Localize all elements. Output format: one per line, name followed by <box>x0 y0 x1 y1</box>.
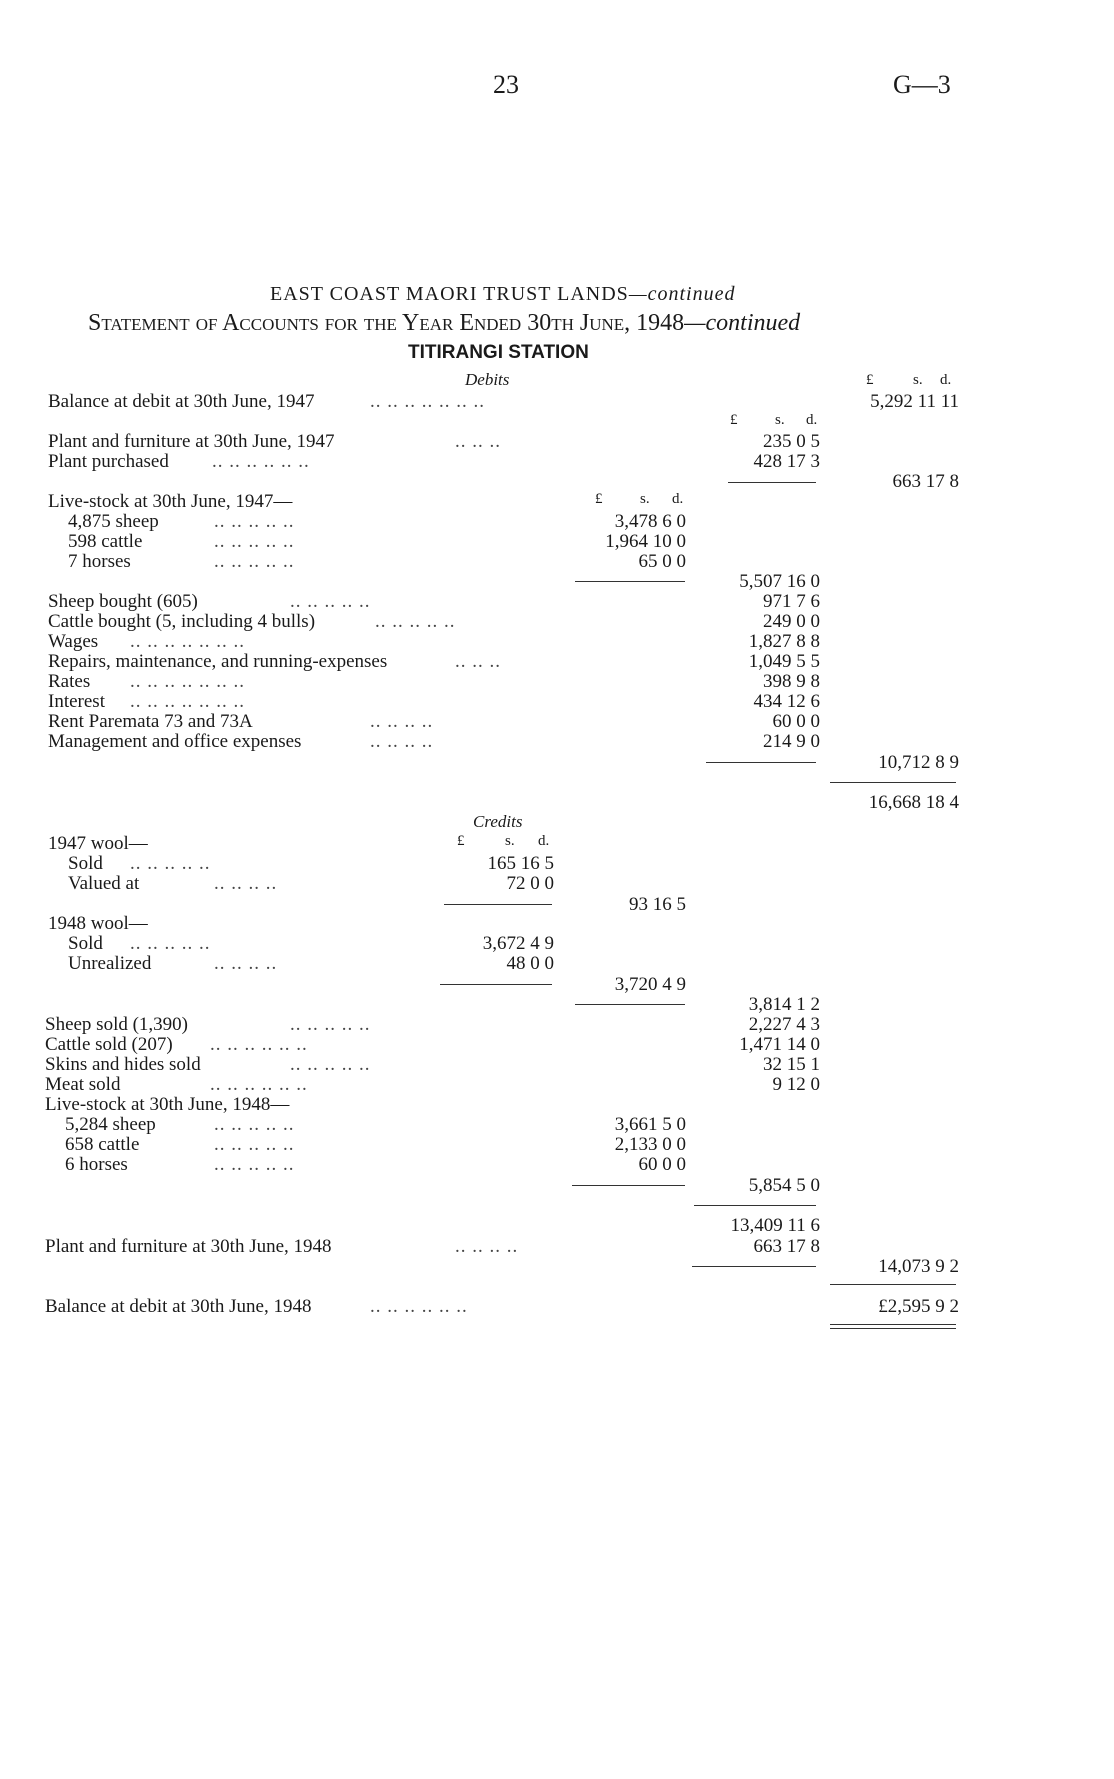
row-amount: 60 0 0 <box>638 1154 686 1175</box>
row-amount: 72 0 0 <box>506 873 554 894</box>
debits-heading: Debits <box>465 370 510 389</box>
title-statement <box>88 310 800 337</box>
row-leader: .. .. .. <box>455 651 501 672</box>
debit-plant-total: 663 17 8 <box>892 471 959 492</box>
row-label: 1947 wool— <box>48 833 148 854</box>
row-label: Sheep bought (605) <box>48 591 198 612</box>
row-label: Management and office expenses <box>48 731 302 752</box>
rule-wool-1947 <box>444 904 552 905</box>
row-label: Balance at debit at 30th June, 1948 <box>45 1296 312 1317</box>
credit-row-sheep-1948 <box>0 1114 1114 1136</box>
row-leader: .. .. .. .. .. .. .. <box>130 691 245 712</box>
row-leader: .. .. .. .. .. <box>130 853 211 874</box>
row-leader: .. .. .. .. <box>214 873 278 894</box>
debit-livestock-total: 5,507 16 0 <box>739 571 820 592</box>
row-amount: 398 9 8 <box>763 671 820 692</box>
document-reference: G—3 <box>893 70 951 99</box>
col2-head-pence: d. <box>672 491 684 507</box>
row-leader: .. .. .. .. .. <box>290 591 371 612</box>
col3-head-shilling: s. <box>775 412 785 428</box>
row-label: 1948 wool— <box>48 913 148 934</box>
row-label: Plant purchased <box>48 451 169 472</box>
row-leader: .. .. .. .. <box>370 711 434 732</box>
row-leader: .. .. .. .. <box>370 731 434 752</box>
debit-item-row <box>0 731 1114 753</box>
row-label: Wages <box>48 631 99 652</box>
debit-row-livestock-1947 <box>0 491 1114 513</box>
rule-livestock-1947 <box>575 581 685 582</box>
credit-row-wool-1947 <box>0 833 1114 855</box>
row-amount: 165 16 5 <box>487 853 554 874</box>
row-label: 5,284 sheep <box>65 1114 156 1135</box>
row-label: Plant and furniture at 30th June, 1948 <box>45 1236 332 1257</box>
rule-wool-1948 <box>440 984 552 985</box>
col2-head-pound: £ <box>595 491 603 507</box>
credit-row-livestock-1948 <box>0 1094 1114 1116</box>
credit-item-row <box>0 1054 1114 1076</box>
row-label: 4,875 sheep <box>68 511 159 532</box>
debit-row-sheep-1947 <box>0 511 1114 533</box>
debit-row-balance-1947 <box>0 391 1114 413</box>
title-organisation-suffix: —continued <box>628 283 736 305</box>
rule-expenses <box>706 762 816 763</box>
row-label: 598 cattle <box>68 531 143 552</box>
credit-row-wool-1948-sold <box>0 933 1114 955</box>
row-label: Interest <box>48 691 105 712</box>
row-amount: 1,049 5 5 <box>748 651 820 672</box>
credit-row-wool-1947-valued <box>0 873 1114 895</box>
row-leader: .. .. .. .. .. <box>214 1134 295 1155</box>
debit-item-row <box>0 631 1114 653</box>
row-label: 7 horses <box>68 551 131 572</box>
row-leader: .. .. .. .. .. <box>375 611 456 632</box>
row-label: Live-stock at 30th June, 1948— <box>45 1094 290 1115</box>
rule-debit-grand <box>830 782 956 783</box>
rule-balance-top <box>830 1284 956 1285</box>
col4-head-shilling: s. <box>913 372 923 388</box>
credit-row-wool-1948-unrealized <box>0 953 1114 975</box>
row-label: Plant and furniture at 30th June, 1947 <box>48 431 335 452</box>
row-label: 6 horses <box>65 1154 128 1175</box>
row-amount: 428 17 3 <box>753 451 820 472</box>
row-leader: .. .. .. .. .. <box>214 511 295 532</box>
credit-item-row <box>0 1074 1114 1096</box>
row-label: 658 cattle <box>65 1134 140 1155</box>
row-amount: 65 0 0 <box>638 551 686 572</box>
debit-item-row <box>0 611 1114 633</box>
row-label: Rent Paremata 73 and 73A <box>48 711 253 732</box>
debit-row-plant-1947 <box>0 431 1114 453</box>
debit-item-row <box>0 591 1114 613</box>
debit-row-horses-1947 <box>0 551 1114 573</box>
credit-subtotal: 13,409 11 6 <box>730 1215 820 1236</box>
row-label: Repairs, maintenance, and running-expenses <box>48 651 388 672</box>
col3-head-pence: d. <box>806 412 818 428</box>
credit-wool-1948-total: 3,720 4 9 <box>614 974 686 995</box>
col4-head-pence: d. <box>940 372 952 388</box>
row-amount: 9 12 0 <box>772 1074 820 1095</box>
row-amount: 48 0 0 <box>506 953 554 974</box>
rule-plant <box>728 482 816 483</box>
row-label: Unrealized <box>68 953 152 974</box>
row-leader: .. .. .. <box>455 431 501 452</box>
row-leader: .. .. .. .. .. <box>214 1114 295 1135</box>
row-leader: .. .. .. .. .. <box>130 933 211 954</box>
row-amount: 434 12 6 <box>753 691 820 712</box>
row-amount: 214 9 0 <box>763 731 820 752</box>
rule-credit-total <box>692 1266 816 1267</box>
row-amount: 5,292 11 11 <box>870 391 959 412</box>
row-amount: 1,471 14 0 <box>739 1034 820 1055</box>
rule-balance-double <box>830 1324 956 1329</box>
row-amount: 1,964 10 0 <box>605 531 686 552</box>
rule-livestock-1948 <box>572 1185 685 1186</box>
row-label: Skins and hides sold <box>45 1054 201 1075</box>
row-label: Cattle bought (5, including 4 bulls) <box>48 611 316 632</box>
row-label: Sold <box>68 933 103 954</box>
credit-livestock-total: 5,854 5 0 <box>748 1175 820 1196</box>
credit-total: 14,073 9 2 <box>878 1256 959 1277</box>
row-label: Balance at debit at 30th June, 1947 <box>48 391 315 412</box>
debit-item-row <box>0 671 1114 693</box>
debit-item-row <box>0 691 1114 713</box>
row-leader: .. .. .. .. .. <box>214 551 295 572</box>
row-label: Rates <box>48 671 91 692</box>
row-label: Live-stock at 30th June, 1947— <box>48 491 293 512</box>
row-amount: 971 7 6 <box>763 591 820 612</box>
row-leader: .. .. .. .. .. .. .. <box>370 391 485 412</box>
debit-item-row <box>0 651 1114 673</box>
credits-heading: Credits <box>473 812 523 831</box>
row-amount: 249 0 0 <box>763 611 820 632</box>
col2-head-shilling: s. <box>640 491 650 507</box>
debit-expenses-total: 10,712 8 9 <box>878 752 959 773</box>
title-station: TITIRANGI STATION <box>408 342 589 363</box>
credit-col1-head-pence: d. <box>538 833 550 849</box>
credit-row-wool-1947-sold <box>0 853 1114 875</box>
credit-item-row <box>0 1034 1114 1056</box>
credit-item-row <box>0 1014 1114 1036</box>
credit-row-horses-1948 <box>0 1154 1114 1176</box>
credit-row-plant-1948 <box>0 1236 1114 1258</box>
row-leader: .. .. .. .. <box>214 953 278 974</box>
row-leader: .. .. .. .. .. <box>214 1154 295 1175</box>
row-leader: .. .. .. .. .. .. .. <box>130 671 245 692</box>
row-amount: £2,595 9 2 <box>878 1296 959 1317</box>
row-leader: .. .. .. .. .. <box>214 531 295 552</box>
row-leader: .. .. .. .. .. .. <box>210 1034 308 1055</box>
row-amount: 235 0 5 <box>763 431 820 452</box>
row-amount: 3,672 4 9 <box>482 933 554 954</box>
debit-row-plant-purchased <box>0 451 1114 473</box>
row-leader: .. .. .. .. .. .. <box>212 451 310 472</box>
row-label: Sold <box>68 853 103 874</box>
row-amount: 3,478 6 0 <box>614 511 686 532</box>
title-organisation-text: EAST COAST MAORI TRUST LANDS <box>270 283 629 305</box>
row-leader: .. .. .. .. .. .. <box>210 1074 308 1095</box>
row-label: Meat sold <box>45 1074 121 1095</box>
row-label: Valued at <box>68 873 140 894</box>
credit-row-wool-1948 <box>0 913 1114 935</box>
credit-wool-1947-total: 93 16 5 <box>629 894 686 915</box>
row-label: Cattle sold (207) <box>45 1034 173 1055</box>
credit-col1-head-pound: £ <box>457 833 465 849</box>
page-number: 23 <box>493 70 519 99</box>
debit-grand-total: 16,668 18 4 <box>868 792 959 813</box>
row-leader: .. .. .. .. .. <box>290 1014 371 1035</box>
col3-head-pound: £ <box>730 412 738 428</box>
debit-item-row <box>0 711 1114 733</box>
row-leader: .. .. .. .. .. .. .. <box>130 631 245 652</box>
credit-row-cattle-1948 <box>0 1134 1114 1156</box>
row-leader: .. .. .. .. .. <box>290 1054 371 1075</box>
credit-col1-head-shilling: s. <box>505 833 515 849</box>
row-leader: .. .. .. .. .. .. <box>370 1296 468 1317</box>
rule-wool-combined <box>575 1004 685 1005</box>
row-amount: 32 15 1 <box>763 1054 820 1075</box>
row-amount: 60 0 0 <box>772 711 820 732</box>
rule-credit-subtotal <box>694 1205 816 1206</box>
row-label: Sheep sold (1,390) <box>45 1014 189 1035</box>
row-amount: 3,661 5 0 <box>614 1114 686 1135</box>
row-amount: 663 17 8 <box>753 1236 820 1257</box>
credit-row-balance-1948 <box>0 1296 1114 1318</box>
debit-row-cattle-1947 <box>0 531 1114 553</box>
row-leader: .. .. .. .. <box>455 1236 519 1257</box>
credit-wool-total: 3,814 1 2 <box>748 994 820 1015</box>
title-statement-text: Statement of Accounts for the Year Ended 30th June, 1948 <box>88 310 685 336</box>
col4-head-pound: £ <box>866 372 874 388</box>
title-statement-suffix: —continued <box>684 310 801 336</box>
row-amount: 2,227 4 3 <box>748 1014 820 1035</box>
row-amount: 1,827 8 8 <box>748 631 820 652</box>
row-amount: 2,133 0 0 <box>614 1134 686 1155</box>
title-organisation <box>270 283 735 306</box>
